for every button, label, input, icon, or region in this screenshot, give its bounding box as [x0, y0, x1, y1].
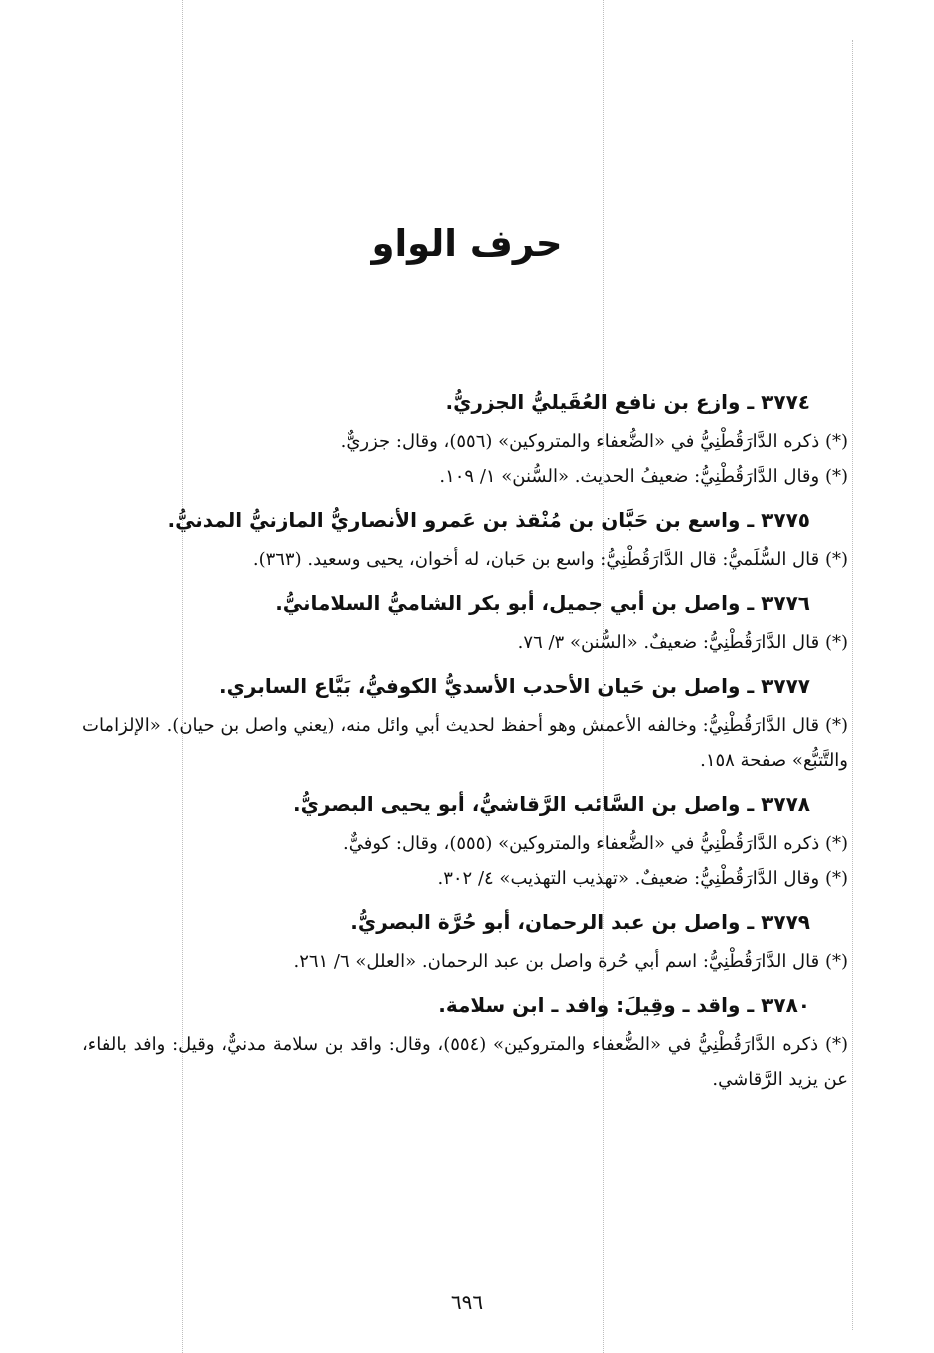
entry — [82, 906, 848, 979]
entry-note: (*) ذكره الدَّارَقُطْنِيُّ في «الضُّعفاء والمتروكين» (٥٥٤)، وقال: واقد بن سلامة مدنيٌّ، وقيل: وافد بالفاء، عن يزيد الرَّقاشي. — [82, 1034, 848, 1090]
entry — [82, 670, 848, 778]
entry — [82, 989, 848, 1097]
entry-note: (*) وقال الدَّارَقُطْنِيُّ: ضعيفٌ. «تهذيب التهذيب» ٤/ ٣٠٢. — [437, 868, 848, 889]
entry-note: (*) ذكره الدَّارَقُطْنِيُّ في «الضُّعفاء والمتروكين» (٥٥٥)، وقال: كوفيٌّ. — [342, 833, 848, 854]
entry-heading: ٣٧٧٤ ـ وازع بن نافع العُقَيليُّ الجزريُّ. — [445, 390, 810, 414]
entry-heading: ٣٧٧٦ ـ واصل بن أبي جميل، أبو بكر الشاميُّ السلامانيُّ. — [275, 591, 810, 615]
entry-note: (*) ذكره الدَّارَقُطْنِيُّ في «الضُّعفاء والمتروكين» (٥٥٦)، وقال: جزريٌّ. — [340, 431, 848, 452]
entry — [82, 788, 848, 896]
entry-note: (*) قال الدَّارَقُطْنِيُّ: ضعيفٌ. «السُّنن» ٣/ ٧٦. — [517, 632, 848, 653]
entry-heading: ٣٧٨٠ ـ واقد ـ وقِيلَ: وافد ـ ابن سلامة. — [438, 993, 810, 1017]
entry — [82, 386, 848, 494]
entry-heading: ٣٧٧٥ ـ واسع بن حَبَّان بن مُنْقذ بن عَمرو الأنصاريُّ المازنيُّ المدنيُّ. — [167, 508, 810, 532]
entry-note: (*) قال الدَّارَقُطْنِيُّ: وخالفه الأعمش وهو أحفظ لحديث أبي وائل منه، (يعني واصل بن حيان). «الإلزامات والتَّتبُّع» صفحة ١٥٨. — [82, 715, 848, 771]
entry-note: (*) قال السُّلَميُّ: قال الدَّارَقُطْنِيُّ: واسع بن حَبان، له أخوان، يحيى وسعيد. (٣٦٣). — [252, 549, 848, 570]
entry — [82, 504, 848, 577]
entry-note: (*) وقال الدَّارَقُطْنِيُّ: ضعيفُ الحديث. «السُّنن» ١/ ١٠٩. — [439, 466, 848, 487]
entry-heading: ٣٧٧٧ ـ واصل بن حَيان الأحدب الأسديُّ الكوفيُّ، بَيَّاع السابري. — [219, 674, 810, 698]
entries-list — [82, 386, 848, 1107]
entry — [82, 587, 848, 660]
entry-heading: ٣٧٧٩ ـ واصل بن عبد الرحمان، أبو حُرَّة البصريُّ. — [350, 910, 810, 934]
entry-heading: ٣٧٧٨ ـ واصل بن السَّائب الرَّقاشيُّ، أبو يحيى البصريُّ. — [293, 792, 810, 816]
page-number: ٦٩٦ — [450, 1290, 484, 1314]
chapter-title: حرف الواو — [371, 222, 563, 265]
entry-note: (*) قال الدَّارَقُطْنِيُّ: اسم أبي حُرة واصل بن عبد الرحمان. «العلل» ٦/ ٢٦١. — [293, 951, 848, 972]
